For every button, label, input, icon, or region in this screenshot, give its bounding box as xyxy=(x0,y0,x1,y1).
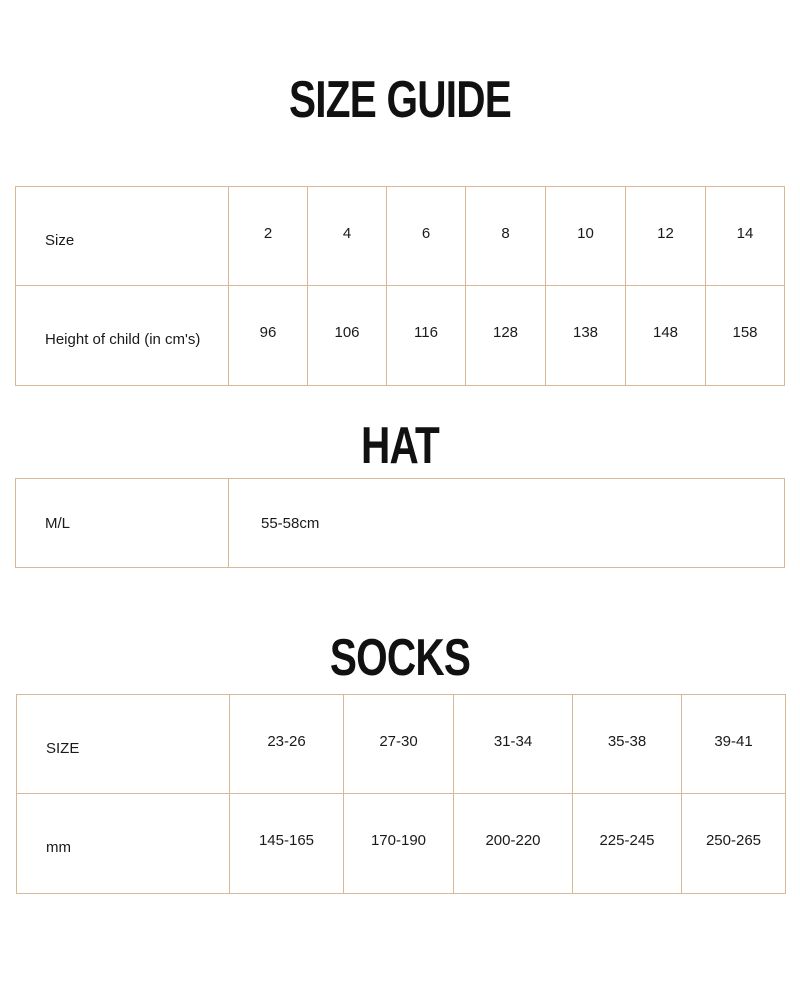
height-cell: 128 xyxy=(466,286,546,386)
socks-mm-cell: 170-190 xyxy=(344,794,454,894)
socks-size-cell: 27-30 xyxy=(344,695,454,794)
height-cell: 116 xyxy=(387,286,466,386)
size-guide-title: SIZE GUIDE xyxy=(288,71,512,129)
height-cell: 106 xyxy=(308,286,387,386)
size-cell: 8 xyxy=(466,187,546,286)
socks-mm-cell: 225-245 xyxy=(573,794,682,894)
socks-size-cell: 31-34 xyxy=(454,695,573,794)
size-guide-table xyxy=(15,186,785,386)
height-cell: 138 xyxy=(546,286,626,386)
height-row-label: Height of child (in cm's) xyxy=(16,286,229,386)
size-cell: 2 xyxy=(229,187,308,286)
hat-title: HAT xyxy=(360,417,439,475)
size-cell: 6 xyxy=(387,187,466,286)
socks-table xyxy=(16,694,786,894)
size-row-label: Size xyxy=(16,187,229,286)
socks-mm-cell: 250-265 xyxy=(682,794,786,894)
socks-size-cell: 23-26 xyxy=(230,695,344,794)
table-row xyxy=(17,794,786,894)
socks-mm-cell: 145-165 xyxy=(230,794,344,894)
hat-size-label: M/L xyxy=(16,479,229,568)
height-cell: 148 xyxy=(626,286,706,386)
hat-size-value: 55-58cm xyxy=(229,479,785,568)
socks-title: SOCKS xyxy=(329,629,471,687)
table-row xyxy=(17,695,786,794)
table-row xyxy=(16,187,785,286)
size-cell: 4 xyxy=(308,187,387,286)
hat-table xyxy=(15,478,785,568)
height-cell: 158 xyxy=(706,286,785,386)
socks-size-row-label: SIZE xyxy=(17,695,230,794)
table-row xyxy=(16,479,785,568)
size-cell: 10 xyxy=(546,187,626,286)
size-cell: 12 xyxy=(626,187,706,286)
table-row xyxy=(16,286,785,386)
socks-mm-row-label: mm xyxy=(17,794,230,894)
socks-size-cell: 35-38 xyxy=(573,695,682,794)
height-cell: 96 xyxy=(229,286,308,386)
size-cell: 14 xyxy=(706,187,785,286)
socks-mm-cell: 200-220 xyxy=(454,794,573,894)
socks-size-cell: 39-41 xyxy=(682,695,786,794)
